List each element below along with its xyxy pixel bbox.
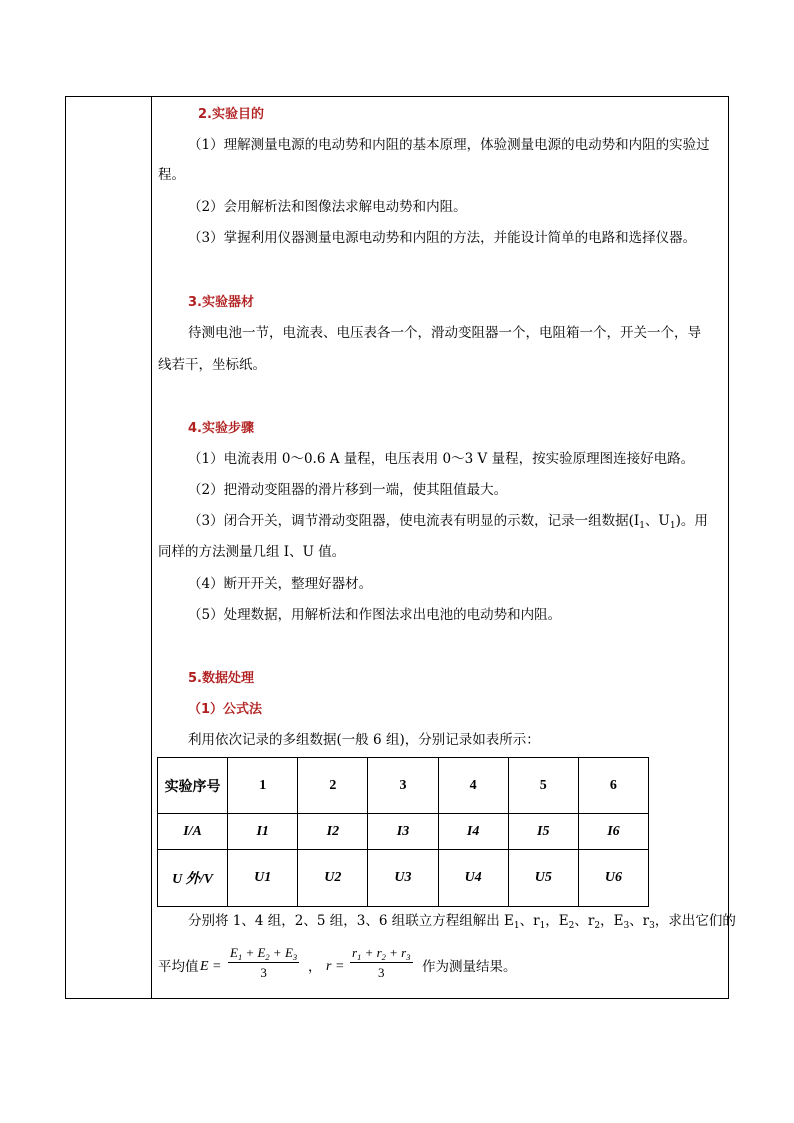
eq-r-lhs: r = [326, 959, 345, 974]
s4-step-5: （5）处理数据，用解析法和作图法求出电池的电动势和内阻。 [188, 607, 562, 623]
table-cell: 5 [508, 758, 578, 814]
table-cell: U2 [298, 850, 368, 907]
table-row-current [158, 814, 649, 850]
page-table-frame [65, 96, 736, 999]
table-cell: I1 [228, 814, 298, 850]
table-cell: U1 [228, 850, 298, 907]
table-cell: 6 [578, 758, 648, 814]
eq-separator: ， [308, 959, 322, 975]
s4-step-2: （2）把滑动变阻器的滑片移到一端，使其阻值最大。 [188, 482, 508, 498]
table-cell: 实验序号 [158, 758, 228, 814]
section-4-title: 4.实验步骤 [188, 421, 254, 436]
s4-step-3-line-1: （3）闭合开关，调节滑动变阻器，使电流表有明显的示数，记录一组数据($I_1$、$U_1$)。用 [188, 513, 708, 531]
table-cell: U4 [438, 850, 508, 907]
table-header-row [158, 758, 649, 814]
table-cell: U 外/V [158, 850, 228, 907]
s2-item-1-line-2: 程。 [158, 167, 185, 183]
table-cell: U6 [578, 850, 648, 907]
s4-step-3-line-2: 同样的方法测量几组 I、U 值。 [158, 544, 346, 560]
eq-e-lhs: E = [200, 959, 222, 974]
s5-solve-line: 分别将 1、4 组，2、5 组，3、6 组联立方程组解出 $E_1$、$r_1$，$E_2$、$r_2$，$E_3$、$r_3$，求出它们的 [188, 913, 736, 931]
eq-e-denominator: 3 [260, 965, 267, 980]
section-3-title: 3.实验器材 [188, 295, 254, 310]
content-cell [152, 97, 736, 998]
table-cell: I2 [298, 814, 368, 850]
section-5-subtitle: （1）公式法 [188, 702, 263, 717]
s3-line-2: 线若干，坐标纸。 [158, 357, 266, 373]
eq-e-numerator: $E_1 + E_2 + E_3$ [230, 945, 298, 962]
table-cell: U5 [508, 850, 578, 907]
table-cell: I6 [578, 814, 648, 850]
s2-item-3: （3）掌握利用仪器测量电源电动势和内阻的方法，并能设计简单的电路和选择仪器。 [188, 230, 697, 246]
table-cell: 2 [298, 758, 368, 814]
s2-item-2: （2）会用解析法和图像法求解电动势和内阻。 [188, 199, 467, 215]
eq-r-denominator: 3 [378, 965, 385, 980]
eq-r-numerator: $r_1 + r_2 + r_3$ [352, 945, 411, 962]
table-cell: 4 [438, 758, 508, 814]
data-table [157, 757, 649, 907]
section-5-title: 5.数据处理 [188, 671, 254, 686]
s5-intro: 利用依次记录的多组数据(一般 6 组)，分别记录如表所示： [188, 732, 540, 748]
s4-step-1: （1）电流表用 0～0.6 A 量程，电压表用 0～3 V 量程，按实验原理图连接好电路。 [188, 451, 695, 467]
table-cell: 3 [368, 758, 438, 814]
s5-result-suffix: 作为测量结果。 [422, 959, 517, 975]
s4-step-4: （4）断开开关，整理好器材。 [188, 576, 373, 592]
table-cell: I5 [508, 814, 578, 850]
table-row-voltage [158, 850, 649, 907]
table-cell: 1 [228, 758, 298, 814]
s3-line-1: 待测电池一节，电流表、电压表各一个，滑动变阻器一个，电阻箱一个，开关一个，导 [188, 325, 701, 341]
table-cell: I4 [438, 814, 508, 850]
table-cell: U3 [368, 850, 438, 907]
eq-r-fraction [350, 945, 413, 981]
s2-item-1-line-1: （1）理解测量电源的电动势和内阻的基本原理，体验测量电源的电动势和内阻的实验过 [188, 137, 710, 153]
s5-average-label: 平均值 [158, 959, 199, 975]
table-cell: I/A [158, 814, 228, 850]
section-2-title: 2.实验目的 [198, 107, 264, 122]
table-cell: I3 [368, 814, 438, 850]
eq-e-fraction [228, 945, 299, 981]
